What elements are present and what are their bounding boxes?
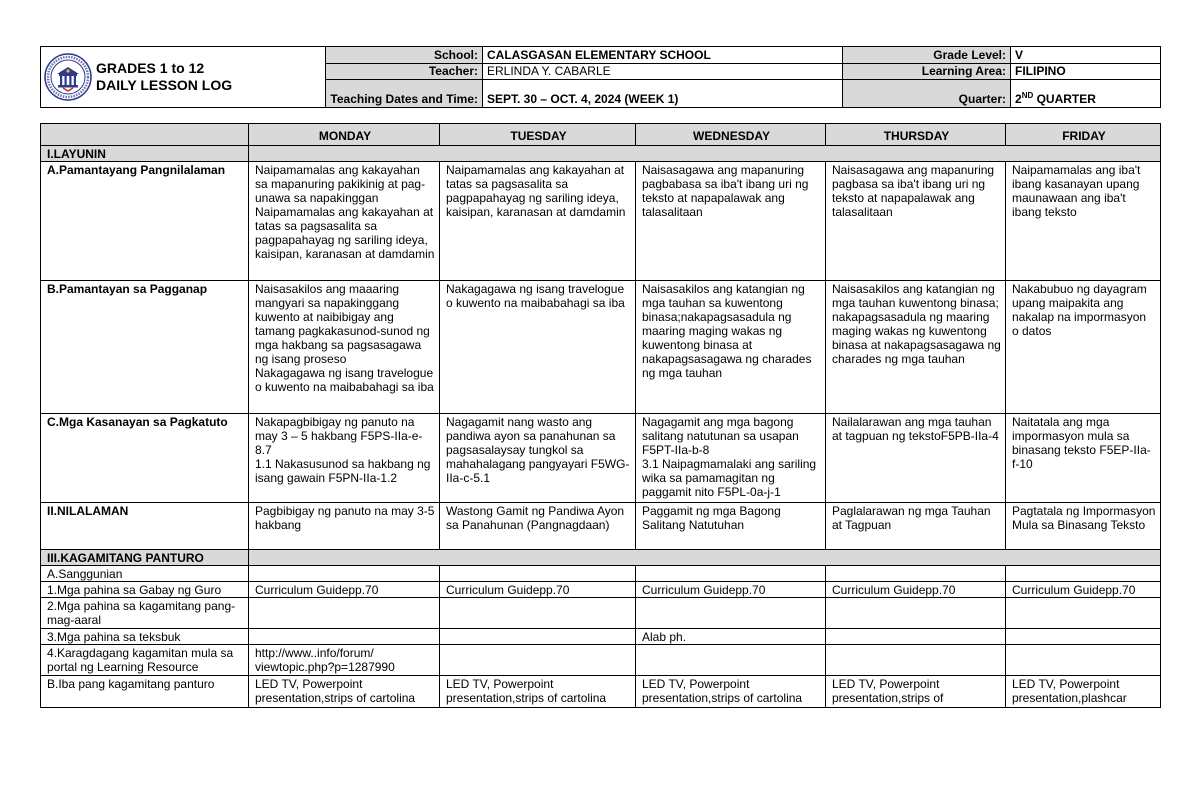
cell-wednesday: [636, 598, 826, 629]
header-title-line2: DAILY LESSON LOG: [96, 77, 233, 93]
section-row-layunin: [41, 146, 1161, 162]
header-logo-cell: [41, 47, 326, 108]
cell-monday: [249, 566, 440, 582]
row-label: 2.Mga pahina sa kagamitang pang-mag-aaral: [41, 598, 249, 629]
cell-tuesday: Curriculum Guidepp.70: [440, 582, 636, 598]
cell-friday: LED TV, Powerpoint presentation,plashcar: [1006, 676, 1161, 708]
cell-tuesday: [440, 629, 636, 645]
teaching-dates-label: Teaching Dates and Time:: [326, 79, 483, 107]
table-row-pamantayang-pangnilalaman: [41, 162, 1161, 281]
cell-thursday: Paglalarawan ng mga Tauhan at Tagpuan: [826, 503, 1006, 550]
cell-thursday: LED TV, Powerpoint presentation,strips of: [826, 676, 1006, 708]
deped-seal-icon: [44, 53, 92, 101]
cell-tuesday: Naipamamalas ang kakayahan at tatas sa pagsasalita sa pagpapahayag ng sariling ideya, kaisipan, karanasan at damdamin: [440, 162, 636, 281]
table-row-sanggunian: [41, 566, 1161, 582]
cell-thursday: [826, 629, 1006, 645]
cell-monday: LED TV, Powerpoint presentation,strips of cartolina: [249, 676, 440, 708]
section-fill: [249, 146, 1161, 162]
cell-tuesday: [440, 645, 636, 676]
cell-wednesday: Alab ph.: [636, 629, 826, 645]
cell-tuesday: Nakagagawa ng isang travelogue o kuwento na maibabahagi sa iba: [440, 281, 636, 414]
cell-thursday: [826, 645, 1006, 676]
cell-monday: Naisasakilos ang maaaring mangyari sa napakinggang kuwento at naibibigay ang tamang pagkakasunod-sunod ng mga hakbang sa pagsasagawa ng isang proseso Nakagagawa ng isang travelogue o kuwento na maibabahagi sa iba: [249, 281, 440, 414]
day-header-wednesday: WEDNESDAY: [636, 124, 826, 146]
row-label: B.Pamantayan sa Pagganap: [41, 281, 249, 414]
cell-monday: Nakapagbibigay ng panuto na may 3 – 5 hakbang F5PS-IIa-e-8.7 1.1 Nakasusunod sa hakbang ng isang gawain F5PN-IIa-1.2: [249, 414, 440, 503]
cell-wednesday: [636, 566, 826, 582]
table-row-kagamitang-mag-aaral: [41, 598, 1161, 629]
cell-thursday: Naisasagawa ang mapanuring pagbasa sa iba't ibang uri ng teksto at napapalawak ang talasalitaan: [826, 162, 1006, 281]
cell-monday: Pagbibigay ng panuto na may 3-5 hakbang: [249, 503, 440, 550]
row-label: B.Iba pang kagamitang panturo: [41, 676, 249, 708]
section-row-kagamitang-panturo: [41, 550, 1161, 566]
school-value: CALASGASAN ELEMENTARY SCHOOL: [483, 47, 843, 64]
cell-wednesday: Paggamit ng mga Bagong Salitang Natutuhan: [636, 503, 826, 550]
cell-monday: Naipamamalas ang kakayahan sa mapanuring pakikinig at pag-unawa sa napakinggan Naipamamalas ang kakayahan at tatas sa pagsasalita sa pagpapahayag ng sariling ideya, kaisipan, karanasan at damdamin: [249, 162, 440, 281]
cell-wednesday: Naisasakilos ang katangian ng mga tauhan sa kuwentong binasa;nakapagsasadula ng maaring maging wakas ng kuwentong binasa at nakapagsasagawa ng charades ng mga tauhan: [636, 281, 826, 414]
cell-friday: [1006, 598, 1161, 629]
table-row-teksbuk: [41, 629, 1161, 645]
quarter-word: QUARTER: [1033, 92, 1096, 106]
grade-level-value: V: [1011, 47, 1161, 64]
lesson-log-table: [40, 123, 1161, 708]
corner-header: [41, 124, 249, 146]
cell-friday: Nakabubuo ng dayagram upang maipakita ang nakalap na impormasyon o datos: [1006, 281, 1161, 414]
cell-thursday: Curriculum Guidepp.70: [826, 582, 1006, 598]
day-header-row: [41, 124, 1161, 146]
table-row-gabay-ng-guro: [41, 582, 1161, 598]
cell-friday: Naipamamalas ang iba't ibang kasanayan upang maunawaan ang iba't ibang teksto: [1006, 162, 1161, 281]
cell-monday: Curriculum Guidepp.70: [249, 582, 440, 598]
header-table: [40, 46, 1161, 108]
row-label: 3.Mga pahina sa teksbuk: [41, 629, 249, 645]
day-header-friday: FRIDAY: [1006, 124, 1161, 146]
quarter-number: 2: [1015, 92, 1022, 106]
cell-tuesday: Wastong Gamit ng Pandiwa Ayon sa Panahunan (Pangnagdaan): [440, 503, 636, 550]
cell-friday: [1006, 566, 1161, 582]
teacher-value: ERLINDA Y. CABARLE: [483, 64, 843, 79]
cell-wednesday: Curriculum Guidepp.70: [636, 582, 826, 598]
row-label: C.Mga Kasanayan sa Pagkatuto: [41, 414, 249, 503]
cell-friday: [1006, 645, 1161, 676]
cell-thursday: [826, 566, 1006, 582]
table-row-karagdagang-kagamitan: [41, 645, 1161, 676]
table-row-iba-pang-kagamitan: [41, 676, 1161, 708]
cell-friday: Curriculum Guidepp.70: [1006, 582, 1161, 598]
quarter-suffix: ND: [1021, 91, 1034, 100]
teacher-label: Teacher:: [326, 64, 483, 79]
cell-friday: [1006, 629, 1161, 645]
school-label: School:: [326, 47, 483, 64]
learning-area-label: Learning Area:: [843, 64, 1011, 79]
row-label: II.NILALAMAN: [41, 503, 249, 550]
table-row-pamantayan-sa-pagganap: [41, 281, 1161, 414]
table-row-mga-kasanayan: [41, 414, 1161, 503]
section-fill: [249, 550, 1161, 566]
day-header-monday: MONDAY: [249, 124, 440, 146]
cell-wednesday: [636, 645, 826, 676]
cell-tuesday: Nagagamit nang wasto ang pandiwa ayon sa panahunan sa pagsasalaysay tungkol sa mahahalagang pangyayari F5WG-IIa-c-5.1: [440, 414, 636, 503]
cell-monday: [249, 629, 440, 645]
cell-monday: [249, 598, 440, 629]
row-label: 1.Mga pahina sa Gabay ng Guro: [41, 582, 249, 598]
table-row-nilalaman: [41, 503, 1161, 550]
quarter-label: Quarter:: [843, 79, 1011, 107]
day-header-thursday: THURSDAY: [826, 124, 1006, 146]
learning-area-value: FILIPINO: [1011, 64, 1161, 79]
cell-tuesday: LED TV, Powerpoint presentation,strips of cartolina: [440, 676, 636, 708]
cell-tuesday: [440, 566, 636, 582]
cell-monday: http://www..info/forum/ viewtopic.php?p=1287990: [249, 645, 440, 676]
cell-wednesday: Naisasagawa ang mapanuring pagbabasa sa iba't ibang uri ng teksto at napapalawak ang talasalitaan: [636, 162, 826, 281]
cell-wednesday: LED TV, Powerpoint presentation,strips of cartolina: [636, 676, 826, 708]
cell-friday: Naitatala ang mga impormasyon mula sa binasang teksto F5EP-IIa-f-10: [1006, 414, 1161, 503]
grade-level-label: Grade Level:: [843, 47, 1011, 64]
cell-friday: Pagtatala ng Impormasyon Mula sa Binasang Teksto: [1006, 503, 1161, 550]
row-label: A.Pamantayang Pangnilalaman: [41, 162, 249, 281]
cell-tuesday: [440, 598, 636, 629]
cell-thursday: Naisasakilos ang katangian ng mga tauhan kuwentong binasa; nakapagsasadula ng maaring maging wakas ng kuwentong binasa at nakapagsasagawa ng charades ng mga tauhan: [826, 281, 1006, 414]
quarter-value: [1011, 79, 1161, 107]
row-label: 4.Karagdagang kagamitan mula sa portal ng Learning Resource: [41, 645, 249, 676]
section-label-kagamitang-panturo: III.KAGAMITANG PANTURO: [41, 550, 249, 566]
cell-thursday: [826, 598, 1006, 629]
row-label: A.Sanggunian: [41, 566, 249, 582]
section-label-layunin: I.LAYUNIN: [41, 146, 249, 162]
cell-wednesday: Nagagamit ang mga bagong salitang natutunan sa usapan F5PT-IIa-b-8 3.1 Naipagmamalaki ang sariling wika sa pamamagitan ng paggamit nito F5PL-0a-j-1: [636, 414, 826, 503]
cell-thursday: Nailalarawan ang mga tauhan at tagpuan ng tekstoF5PB-IIa-4: [826, 414, 1006, 503]
day-header-tuesday: TUESDAY: [440, 124, 636, 146]
teaching-dates-value: SEPT. 30 – OCT. 4, 2024 (WEEK 1): [483, 79, 843, 107]
header-title-line1: GRADES 1 to 12: [96, 60, 205, 76]
